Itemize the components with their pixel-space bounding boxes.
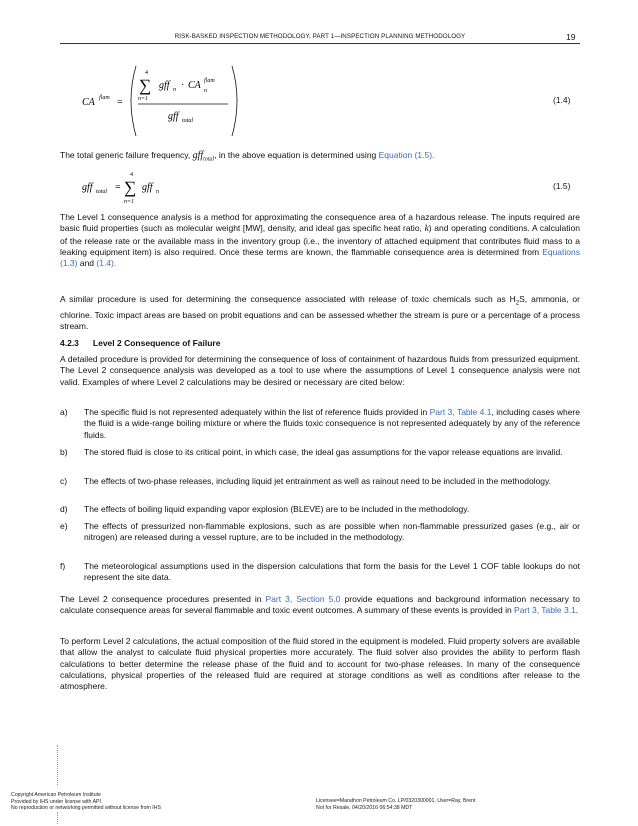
link-equation-1-4[interactable]: (1.4). <box>96 258 117 269</box>
running-header: RISK-BASKED INSPECTION METHODOLOGY, PART 1—INSPECTION PLANNING METHODOLOGY <box>174 33 466 40</box>
footer-no-reproduction: No reproduction or networking permitted without license from IHS <box>11 805 161 812</box>
eq15-sum-upper: 4 <box>130 172 133 178</box>
margin-dots-lower <box>57 812 60 824</box>
eq15-rhs-sub: n <box>156 189 159 195</box>
equation-1-5 <box>60 168 580 208</box>
para-total-text-1: The total generic failure frequency, <box>60 150 193 160</box>
para-procedures-text-3: . <box>575 605 579 616</box>
section-number: 4.2.3 <box>60 338 79 348</box>
para-level2-intro: A detailed procedure is provided for determining the consequence of loss of containment of hazardous fluids from pressurized equipment. The Level 2 consequence analysis was developed as a tool to use where the assumptions of Level 1 consequence analysis were not valid. Examples of where Level 2 calculations may be desired or necessary are cited below: <box>60 354 580 387</box>
footer-licensee: Licensee=Marathon Petroleum Co. LP/0320300001, User=Ray, Brent <box>316 798 476 804</box>
para-total-gff <box>60 150 580 166</box>
eq15-rhs: gff <box>142 182 153 193</box>
list-item-a <box>60 407 580 441</box>
eq14-ca-sup: flam <box>204 78 215 84</box>
eq14-ca: CA <box>188 80 201 91</box>
eq14-sum-lower: n=1 <box>138 96 149 102</box>
footer-left <box>11 792 161 812</box>
list-marker-c: c) <box>60 476 68 486</box>
para-total-sym-sub: total <box>203 156 215 163</box>
list-e-text: The effects of pressurized non-flammable explosions, such as are possible when non-flammable pressurized gases (e.g., air or nitrogen) are released during a vessel rupture, are to be included in the methodology. <box>84 521 580 543</box>
list-d-text: The effects of boiling liquid expanding vapor explosion (BLEVE) are to be included in the methodology. <box>84 504 470 514</box>
link-part3-section5[interactable]: Part 3, Section 5.0 <box>265 594 341 604</box>
list-b-text: The stored fluid is close to its critical point, in which case, the ideal gas assumptions for the vapor release equations are invalid. <box>84 447 563 457</box>
eq15-lhs-sub: total <box>96 189 108 195</box>
para-toxic <box>60 294 580 333</box>
eq14-dot: · <box>181 80 185 91</box>
para-procedures-text-1: The Level 2 consequence procedures presented in <box>60 594 266 604</box>
eq14-number: (1.4) <box>553 95 571 105</box>
link-equations-1-3[interactable]: Equations (1.3) <box>60 246 580 269</box>
para-level1 <box>60 212 580 269</box>
eq15-sum-lower: n=1 <box>124 199 135 205</box>
eq15-equals: = <box>115 182 121 193</box>
list-item-c <box>60 476 580 487</box>
footer-right <box>316 798 475 811</box>
para-toxic-sub: 2 <box>515 300 520 307</box>
list-marker-d: d) <box>60 504 68 514</box>
eq14-equals: = <box>117 97 123 108</box>
para-toxic-text-1: A similar procedure is used for determining the consequence associated with release of toxic chemicals such as H <box>60 294 516 304</box>
list-a-text-1: The specific fluid is not represented adequately within the list of reference fluids provided in <box>84 407 430 417</box>
eq14-ca-sub: n <box>204 88 207 94</box>
eq14-denominator: gff <box>168 111 179 122</box>
list-item-f <box>60 561 580 584</box>
eq14-lhs-sup: flam <box>99 95 110 101</box>
eq14-denominator-sub: total <box>182 118 194 124</box>
equation-1-4-formula <box>82 62 282 142</box>
eq14-gff: gff <box>159 80 170 91</box>
list-marker-e: e) <box>60 521 68 531</box>
para-procedures <box>60 594 580 617</box>
footer-provided: Provided by IHS under license with API <box>11 798 101 805</box>
eq15-lhs: gff <box>82 182 93 193</box>
para-total-sym: gff <box>192 150 204 161</box>
header-rule <box>60 43 580 44</box>
para-level1-k: k <box>424 224 429 235</box>
list-marker-f: f) <box>60 561 66 571</box>
para-total-text-2: , in the above equation is determined using <box>214 150 379 160</box>
section-title: Level 2 Consequence of Failure <box>92 338 221 348</box>
equation-1-4 <box>60 62 580 142</box>
page-number: 19 <box>566 32 576 42</box>
para-level1-text-2: ) and operating conditions. A calculation of the release rate or the available mass in the inventory group (i.e., the inventory of attached equipment that contributes fluid mass to a leaking equipment item) is also required. Once these terms are known, the flammable consequence area is determined from <box>60 223 580 257</box>
eq15-sigma: ∑ <box>124 178 137 197</box>
eq15-number: (1.5) <box>553 181 571 191</box>
list-c-text: The effects of two-phase releases, including liquid jet entrainment as well as rainout need to be included in the methodology. <box>84 476 551 486</box>
margin-dots-upper <box>57 745 60 785</box>
section-heading <box>60 338 220 348</box>
list-f-text: The meteorological assumptions used in the dispersion calculations that form the basis for the Level 1 COF table lookups do not represent the site data. <box>84 561 580 583</box>
link-equation-1-5[interactable]: Equation (1.5). <box>378 150 435 160</box>
list-a-text-2: , including cases where the fluid is a wide-range boiling mixture or where the fluids toxic consequence is not represented adequately by any of the reference fluids. <box>84 407 580 440</box>
eq14-gff-sub: n <box>173 87 176 93</box>
para-level1-and: and <box>77 258 97 269</box>
link-part3-table31[interactable]: Part 3, Table 3.1 <box>514 605 576 616</box>
eq14-left-paren <box>131 66 136 136</box>
para-procedures-text-2: provide equations and background information necessary to calculate consequence areas for several flammable and toxic event outcomes. A summary of these events is provided in <box>60 594 580 616</box>
para-perform: To perform Level 2 calculations, the actual composition of the fluid stored in the equipment is modeled. Fluid property solvers are available that allow the analyst to calculate fluid physical properties more accurately. The fluid solver also provides the ability to perform flash calculations to better determine the release phase of the fluid and to account for two-phase releases. In many of the consequence calculations, physical properties of the released fluid are required at storage conditions as well as conditions after release to the atmosphere. <box>60 636 580 692</box>
list-item-e <box>60 521 580 544</box>
eq14-sum-upper: 4 <box>145 70 148 76</box>
list-item-b <box>60 447 580 458</box>
list-item-d <box>60 504 580 515</box>
eq14-sigma: ∑ <box>139 76 152 95</box>
para-toxic-text-2: S, ammonia, or chlorine. Toxic impact areas are based on probit equations and can be assessed whether the stream is pure or a percentage of a process stream. <box>60 294 580 332</box>
footer-copyright: Copyright American Petroleum Institute <box>11 792 101 798</box>
footer-not-for-resale: Not for Resale, 04/20/2016 06:54:38 MDT <box>316 804 413 811</box>
list-marker-b: b) <box>60 447 68 457</box>
para-level1-text-1: The Level 1 consequence analysis is a method for approximating the consequence area of a hazardous release. The inputs required are basic fluid properties (such as molecular weight [MW], density, and ideal gas specific heat ratio, <box>60 212 580 234</box>
eq14-lhs: CA <box>82 97 95 108</box>
eq14-right-paren <box>232 66 237 136</box>
equation-1-5-formula <box>82 168 222 208</box>
link-part3-table41[interactable]: Part 3, Table 4.1 <box>429 407 492 417</box>
list-marker-a: a) <box>60 407 68 417</box>
